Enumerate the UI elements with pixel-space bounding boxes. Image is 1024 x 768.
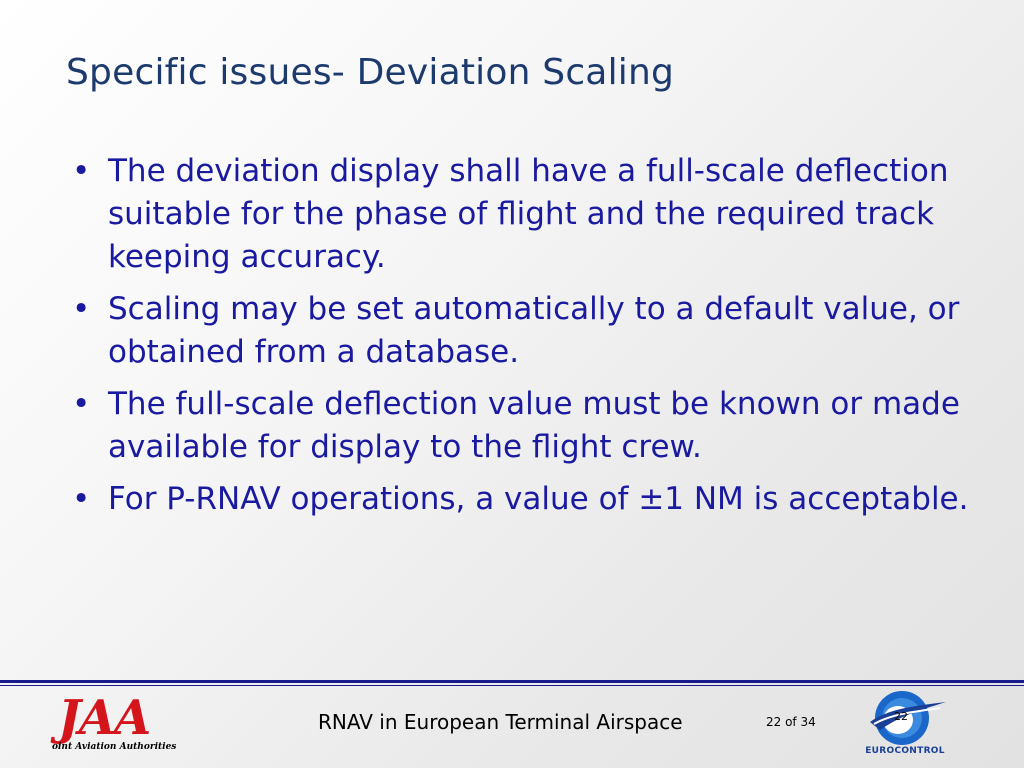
bullet-list (72, 150, 972, 530)
bullet-marker: • (72, 153, 91, 189)
bullet-marker: • (72, 291, 91, 327)
bullet-text: Scaling may be set automatically to a default value, or obtained from a database. (108, 291, 960, 370)
footer-divider (0, 680, 1024, 683)
jaa-logo-letters: JAA (58, 690, 150, 746)
bullet-item (72, 383, 972, 469)
page-count: 22 of 34 (766, 715, 816, 729)
footer-divider-thin (0, 685, 1024, 686)
bullet-item (72, 288, 972, 374)
bullet-text: For P-RNAV operations, a value of ±1 NM is acceptable. (108, 481, 969, 517)
bullet-item (72, 150, 972, 279)
bullet-item (72, 478, 972, 521)
bullet-marker: • (72, 481, 91, 517)
eurocontrol-logo (860, 688, 950, 764)
bullet-text: The full-scale deflection value must be known or made available for display to the flight crew. (108, 386, 960, 465)
bullet-marker: • (72, 386, 91, 422)
jaa-logo (52, 692, 202, 760)
bullet-text: The deviation display shall have a full-scale deflection suitable for the phase of flight and the required track keeping accuracy. (108, 153, 949, 275)
slide-number: 22 (894, 710, 908, 723)
eurocontrol-wordmark: EUROCONTROL (865, 746, 945, 756)
jaa-logo-tagline: oint Aviation Authorities (52, 742, 177, 752)
presentation-title: RNAV in European Terminal Airspace (318, 710, 683, 734)
slide-title: Specific issues- Deviation Scaling (66, 52, 675, 93)
